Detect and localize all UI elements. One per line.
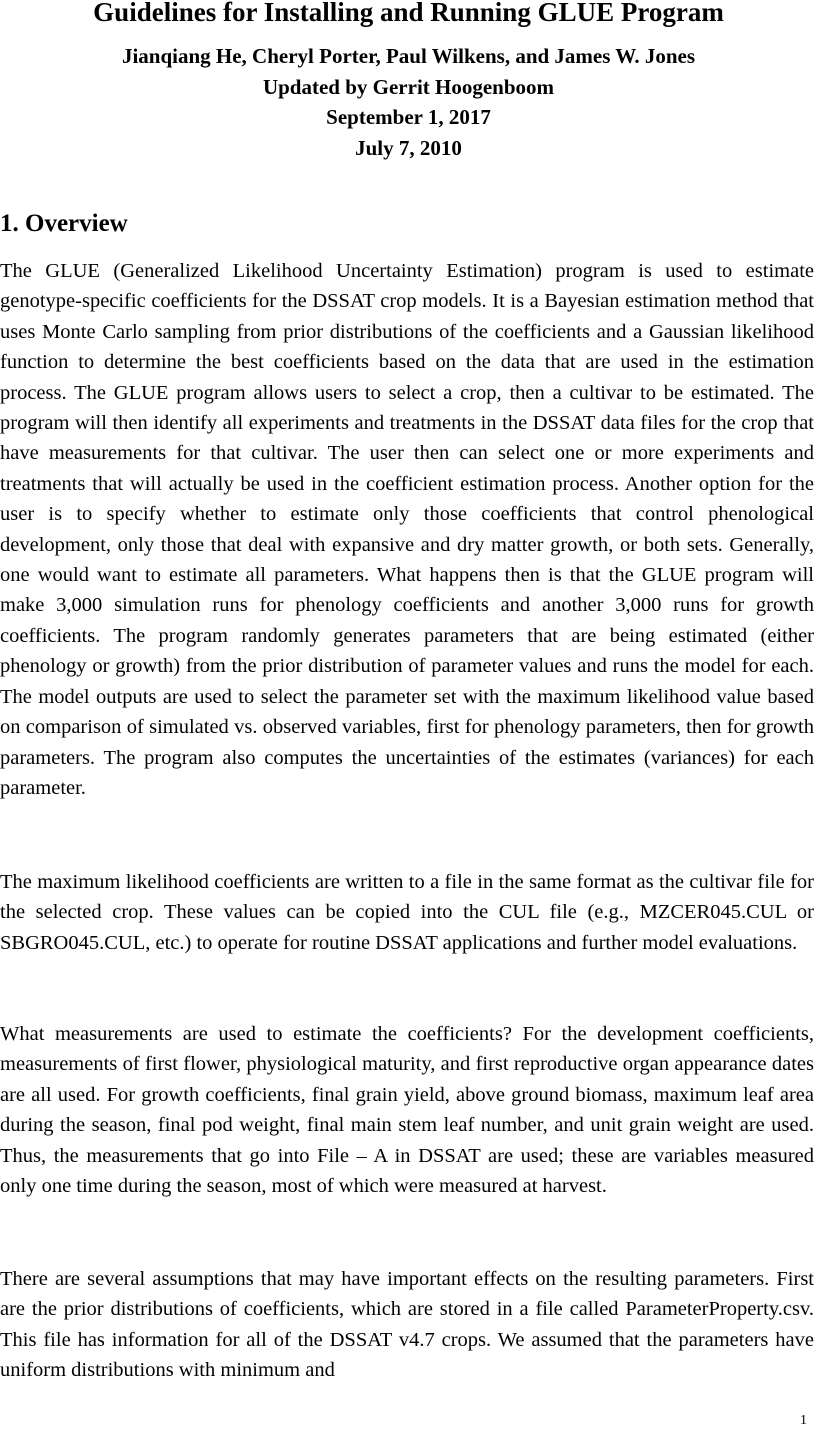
paragraph-overview-4: There are several assumptions that may have important effects on the resulting parameters. First are the prior distributions of coefficients, which are stored in a file called ParameterProperty.csv. This file has information for all of the DSSAT v4.7 crops. We assumed that the parameters have uniform distributions with minimum and	[0, 1268, 814, 1382]
date-updated: September 1, 2017	[326, 105, 491, 129]
date-original: July 7, 2010	[355, 136, 462, 160]
authors-line: Jianqiang He, Cheryl Porter, Paul Wilkens, and James W. Jones	[121, 44, 696, 68]
updated-by-line: Updated by Gerrit Hoogenboom	[262, 75, 555, 99]
page-number: 1	[800, 1413, 807, 1428]
paragraph-overview-1: The GLUE (Generalized Likelihood Uncertainty Estimation) program is used to estimate genotype-specific coefficients for the DSSAT crop models. It is a Bayesian estimation method that uses Monte Carlo sampling from prior distributions of the coefficients and a Gaussian likelihood function to determine the best coefficients based on the data that are used in the estimation process. The GLUE program allows users to select a crop, then a cultivar to be estimated. The program will then identify all experiments and treatments in the DSSAT data files for the crop that have measurements for that cultivar. The user then can select one or more experiments and treatments that will actually be used in the coefficient estimation process. Another option for the user is to specify whether to estimate only those coefficients that control phenological development, only those that deal with expansive and dry matter growth, or both sets. Generally, one would want to estimate all parameters. What happens then is that the GLUE program will make 3,000 simulation runs for phenology coefficients and another 3,000 runs for growth coefficients. The program randomly generates parameters that are being estimated (either phenology or growth) from the prior distribution of parameter values and runs the model for each. The model outputs are used to select the parameter set with the maximum likelihood value based on comparison of simulated vs. observed variables, first for phenology parameters, then for growth parameters. The program also computes the uncertainties of the estimates (variances) for each parameter.	[0, 260, 814, 799]
paragraph-overview-3: What measurements are used to estimate the coefficients? For the development coefficients, measurements of first flower, physiological maturity, and first reproductive organ appearance dates are all used. For growth coefficients, final grain yield, above ground biomass, maximum leaf area during the season, final pod weight, final main stem leaf number, and unit grain weight are used. Thus, the measurements that go into File – A in DSSAT are used; these are variables measured only one time during the season, most of which were measured at harvest.	[0, 1023, 814, 1198]
section-heading-overview: 1. Overview	[0, 210, 128, 237]
paragraph-overview-2: The maximum likelihood coefficients are written to a file in the same format as the cultivar file for the selected crop. These values can be copied into the CUL file (e.g., MZCER045.CUL or SBGRO045.CUL, etc.) to operate for routine DSSAT applications and further model evaluations.	[0, 871, 814, 954]
document-title: Guidelines for Installing and Running GLUE Program	[93, 0, 724, 27]
